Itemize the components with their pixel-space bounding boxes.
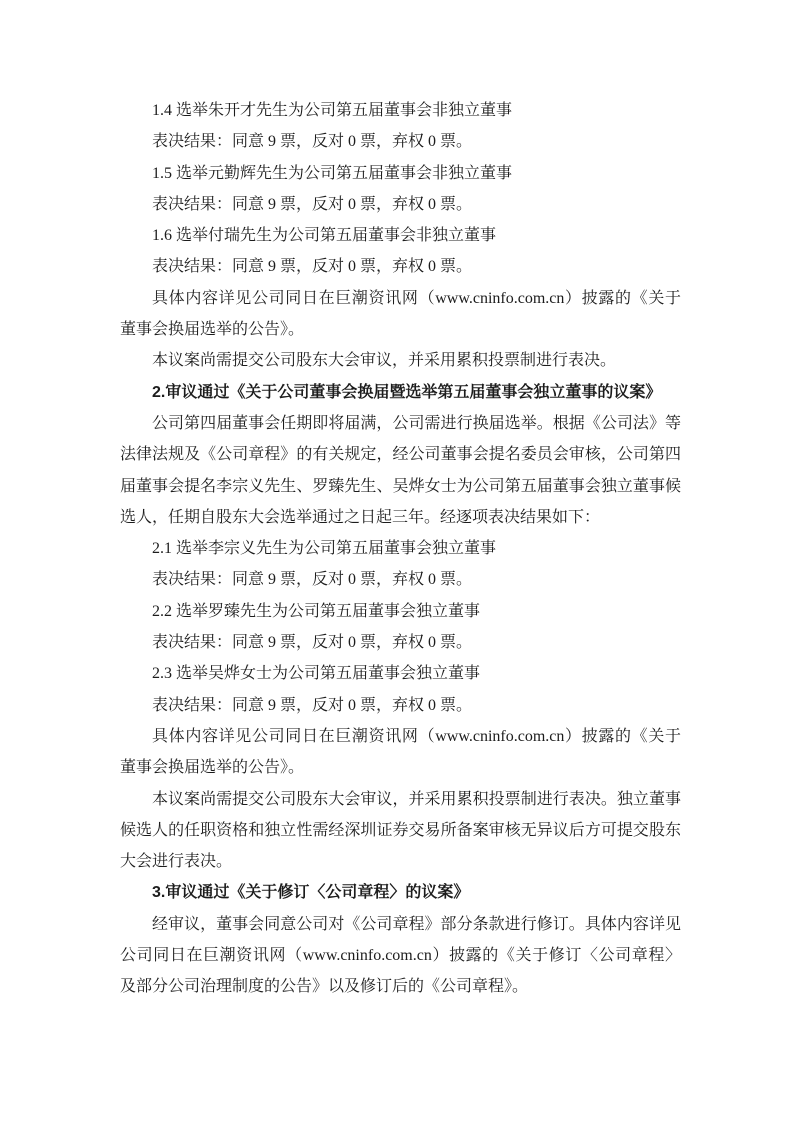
para-shareholder-note-2: 本议案尚需提交公司股东大会审议，并采用累积投票制进行表决。独立董事候选人的任职资格和独立性需经深圳证券交易所备案审核无异议后方可提交股东大会进行表决。 (120, 790, 681, 871)
para-vote-result-1-6: 表决结果：同意 9 票，反对 0 票，弃权 0 票。 (152, 258, 473, 276)
para-vote-result-1-4: 表决结果：同意 9 票，反对 0 票，弃权 0 票。 (152, 133, 473, 151)
para-proposal-2-intro: 公司第四届董事会任期即将届满，公司需进行换届选举。根据《公司法》等法律法规及《公司章程》的有关规定，经公司董事会提名委员会审核，公司第四届董事会提名李宗义先生、罗臻先生、吴烨女士为公司第五届董事会独立董事候选人，任期自股东大会选举通过之日起三年。经逐项表决结果如下： (120, 414, 681, 526)
para-elect-1-5: 1.5 选举元勤辉先生为公司第五届董事会非独立董事 (152, 164, 513, 182)
para-elect-2-1: 2.1 选举李宗义先生为公司第五届董事会独立董事 (152, 540, 497, 558)
heading-proposal-3: 3.审议通过《关于修订〈公司章程〉的议案》 (152, 884, 470, 902)
para-elect-1-4: 1.4 选举朱开才先生为公司第五届董事会非独立董事 (152, 102, 513, 119)
para-vote-result-2-2: 表决结果：同意 9 票，反对 0 票，弃权 0 票。 (152, 634, 473, 652)
para-disclosure-note-1: 具体内容详见公司同日在巨潮资讯网（www.cninfo.com.cn）披露的《关于董事会换届选举的公告》。 (120, 289, 681, 339)
document-content (120, 95, 681, 1003)
heading-proposal-2: 2.审议通过《关于公司董事会换届暨选举第五届董事会独立董事的议案》 (152, 383, 662, 401)
para-vote-result-2-1: 表决结果：同意 9 票，反对 0 票，弃权 0 票。 (152, 571, 473, 589)
para-vote-result-1-5: 表决结果：同意 9 票，反对 0 票，弃权 0 票。 (152, 195, 473, 213)
para-elect-1-6: 1.6 选举付瑞先生为公司第五届董事会非独立董事 (152, 227, 497, 245)
para-shareholder-note-1: 本议案尚需提交公司股东大会审议，并采用累积投票制进行表决。 (152, 352, 617, 370)
para-disclosure-note-2: 具体内容详见公司同日在巨潮资讯网（www.cninfo.com.cn）披露的《关于董事会换届选举的公告》。 (120, 727, 681, 777)
para-vote-result-2-3: 表决结果：同意 9 票，反对 0 票，弃权 0 票。 (152, 696, 473, 714)
para-proposal-3-content: 经审议，董事会同意公司对《公司章程》部分条款进行修订。具体内容详见公司同日在巨潮资讯网（www.cninfo.com.cn）披露的《关于修订〈公司章程〉及部分公司治理制度的公告》以及修订后的《公司章程》。 (120, 915, 681, 996)
para-elect-2-3: 2.3 选举吴烨女士为公司第五届董事会独立董事 (152, 665, 481, 683)
para-elect-2-2: 2.2 选举罗臻先生为公司第五届董事会独立董事 (152, 602, 481, 620)
